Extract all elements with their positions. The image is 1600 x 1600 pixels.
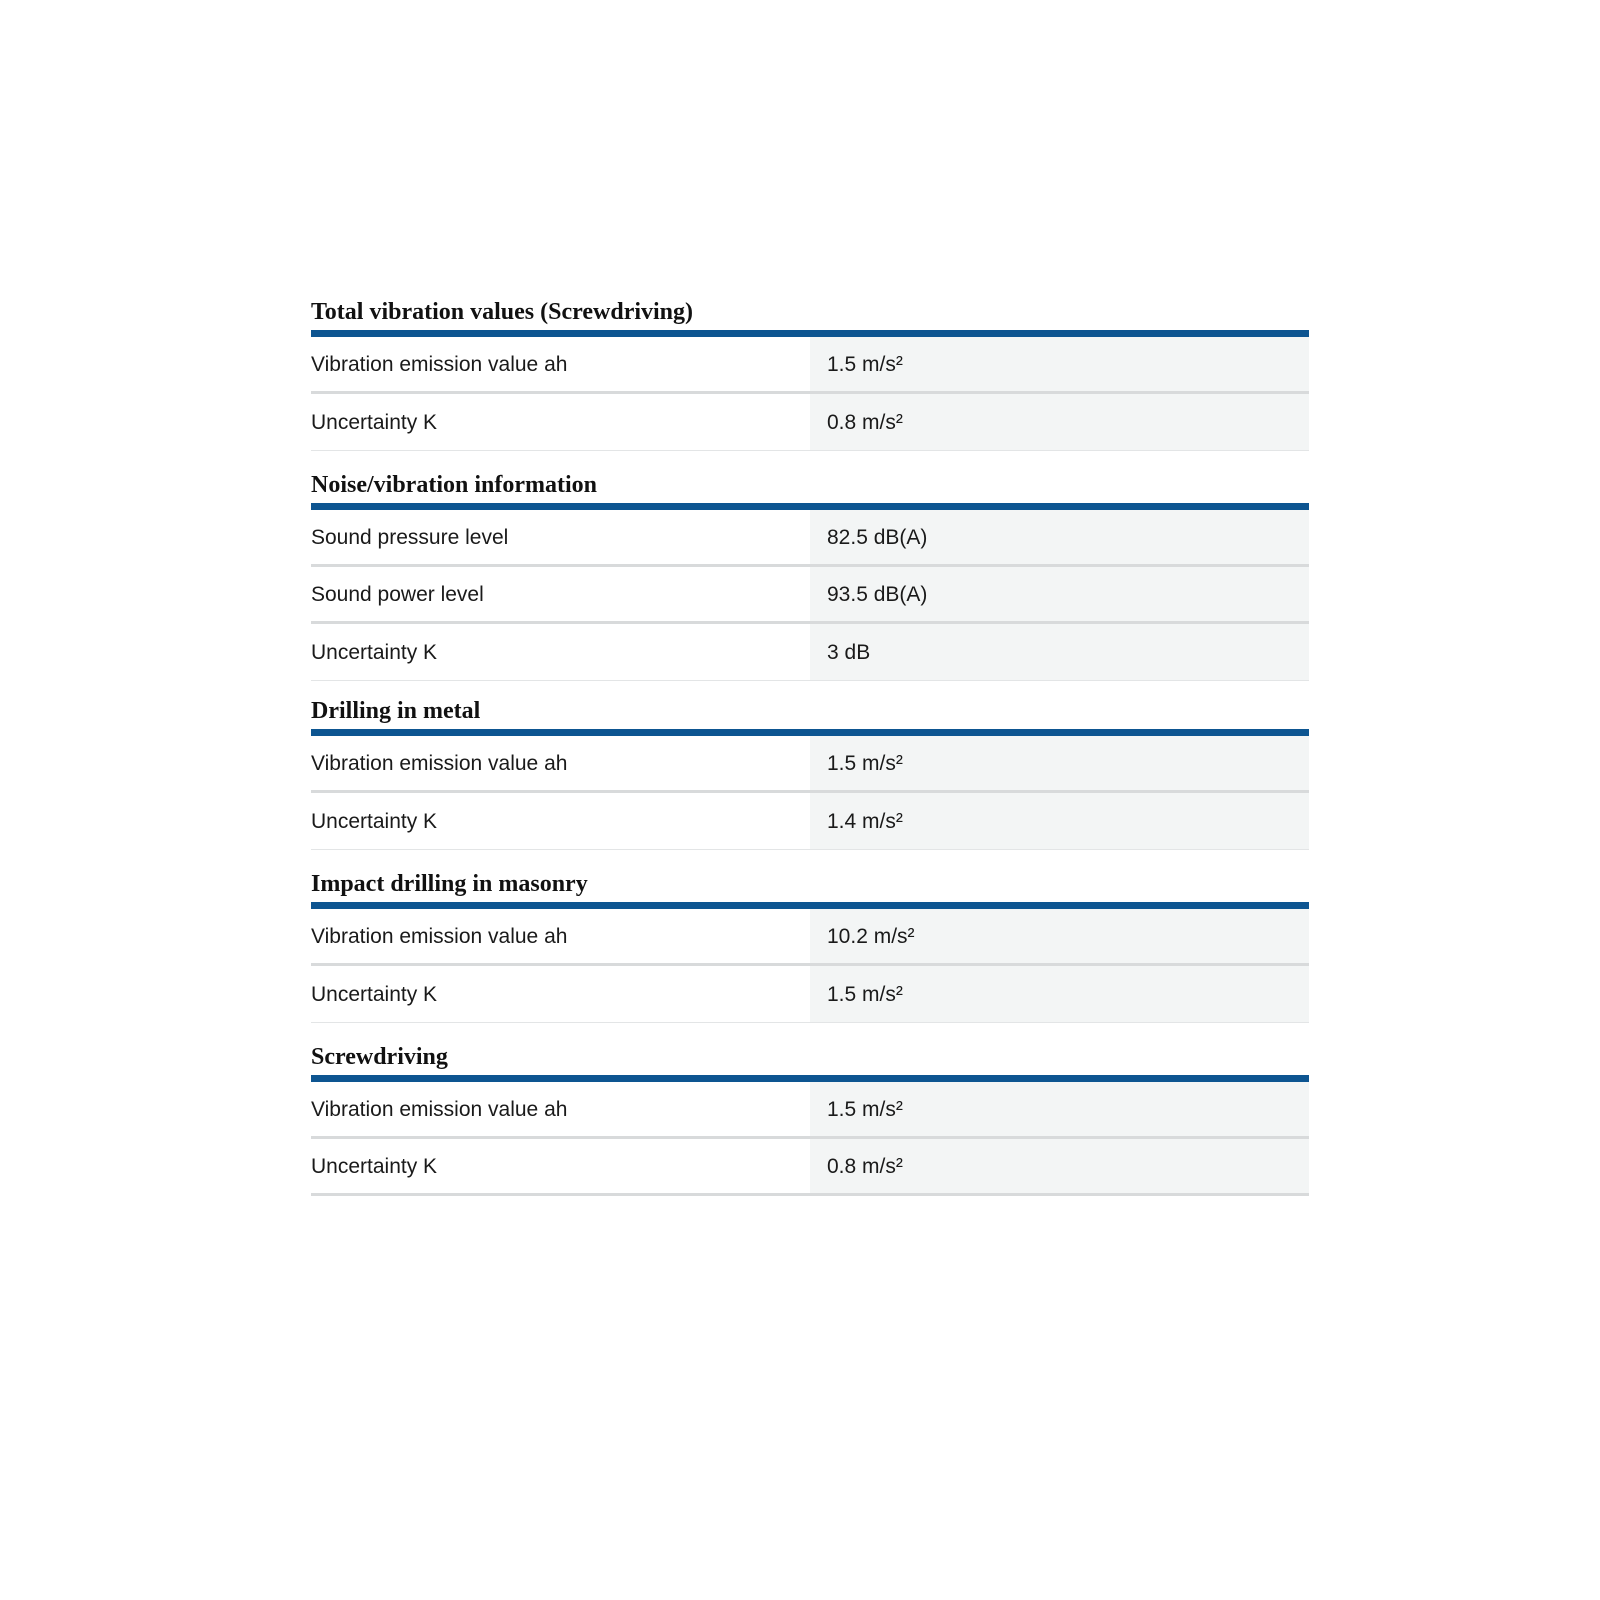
table-row: [311, 510, 1309, 567]
section-spacer: [311, 1023, 1309, 1041]
table-row: [311, 909, 1309, 966]
row-label: Vibration emission value ah: [311, 353, 568, 376]
row-label: Sound power level: [311, 583, 484, 606]
row-value: 93.5 dB(A): [810, 567, 1309, 621]
spec-table: [311, 736, 1309, 850]
section-title: Screwdriving: [311, 1041, 1309, 1082]
table-row: [311, 567, 1309, 624]
spec-section-drilling-metal: [311, 695, 1309, 850]
spec-section-total-vibration: [311, 296, 1309, 451]
section-spacer: [311, 681, 1309, 695]
row-value: 1.5 m/s²: [810, 1082, 1309, 1136]
section-spacer: [311, 451, 1309, 469]
row-value: 1.5 m/s²: [810, 736, 1309, 790]
row-label: Vibration emission value ah: [311, 925, 568, 948]
row-label: Uncertainty K: [311, 983, 438, 1006]
spec-section-impact-drilling: [311, 868, 1309, 1023]
section-title: Drilling in metal: [311, 695, 1309, 736]
spec-sheet: [311, 296, 1309, 1196]
table-row: [311, 736, 1309, 793]
row-value: 10.2 m/s²: [810, 909, 1309, 963]
section-spacer: [311, 850, 1309, 868]
spec-section-noise-vibration: [311, 469, 1309, 681]
table-row: [311, 337, 1309, 394]
row-label: Vibration emission value ah: [311, 752, 568, 775]
spec-table: [311, 1082, 1309, 1196]
row-value: 1.5 m/s²: [810, 966, 1309, 1022]
row-label: Sound pressure level: [311, 526, 509, 549]
spec-table: [311, 510, 1309, 681]
row-label: Uncertainty K: [311, 810, 438, 833]
row-label: Uncertainty K: [311, 1155, 438, 1178]
table-row: [311, 624, 1309, 681]
section-title: Impact drilling in masonry: [311, 868, 1309, 909]
spec-section-screwdriving: [311, 1041, 1309, 1196]
row-value: 1.4 m/s²: [810, 793, 1309, 849]
table-row: [311, 394, 1309, 451]
spec-table: [311, 337, 1309, 451]
section-title: Total vibration values (Screwdriving): [311, 296, 1309, 337]
table-row: [311, 966, 1309, 1023]
row-value: 0.8 m/s²: [810, 394, 1309, 450]
row-value: 0.8 m/s²: [810, 1139, 1309, 1193]
row-label: Vibration emission value ah: [311, 1098, 568, 1121]
table-row: [311, 1139, 1309, 1196]
section-title: Noise/vibration information: [311, 469, 1309, 510]
row-label: Uncertainty K: [311, 641, 438, 664]
table-row: [311, 793, 1309, 850]
row-value: 3 dB: [810, 624, 1309, 680]
spec-table: [311, 909, 1309, 1023]
table-row: [311, 1082, 1309, 1139]
row-value: 1.5 m/s²: [810, 337, 1309, 391]
row-label: Uncertainty K: [311, 411, 438, 434]
row-value: 82.5 dB(A): [810, 510, 1309, 564]
